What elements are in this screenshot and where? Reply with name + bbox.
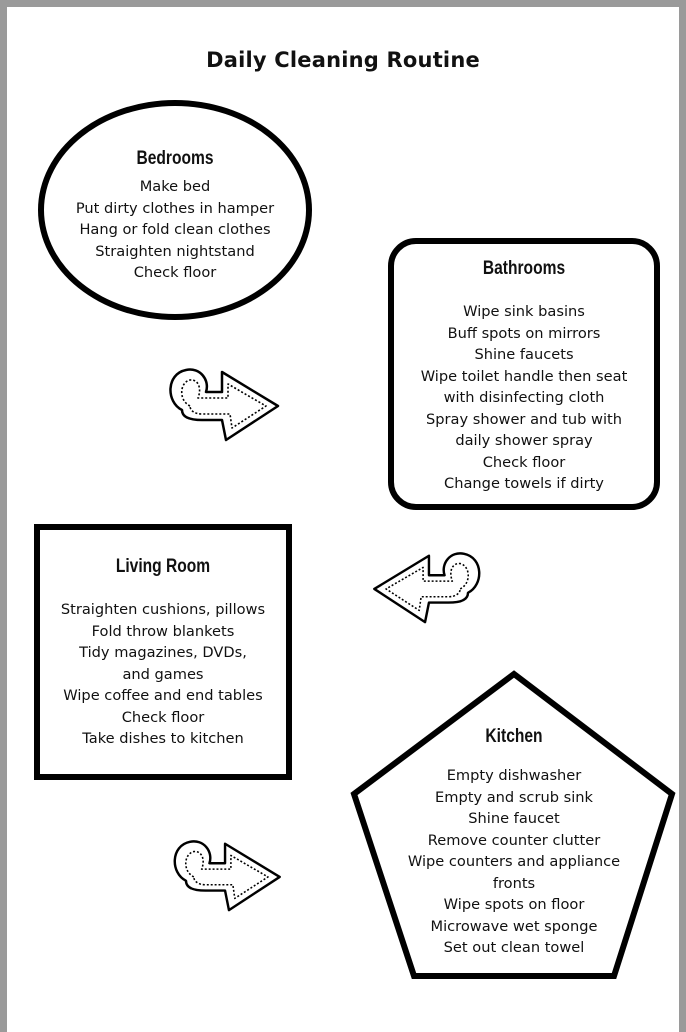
- task-item: Remove counter clutter: [427, 831, 601, 849]
- task-item: Set out clean towel: [443, 939, 585, 956]
- arrow-left-icon: [366, 546, 488, 626]
- task-item: Empty dishwasher: [446, 767, 582, 784]
- task-item: Wipe toilet handle then seat: [420, 367, 628, 385]
- task-item: Microwave wet sponge: [430, 917, 598, 935]
- task-list: [346, 765, 682, 959]
- task-item: Wipe sink basins: [463, 303, 585, 320]
- section-heading: Bathrooms: [482, 258, 566, 279]
- task-item: Make bed: [139, 178, 211, 195]
- task-item: Spray shower and tub with: [425, 410, 622, 428]
- task-item: Take dishes to kitchen: [82, 730, 244, 747]
- task-item: Straighten cushions, pillows: [60, 601, 266, 618]
- task-item: Shine faucet: [468, 810, 560, 827]
- task-item: Empty and scrub sink: [435, 788, 593, 806]
- task-item: Buff spots on mirrors: [447, 324, 601, 342]
- section-heading: Kitchen: [485, 726, 543, 747]
- task-item: and games: [122, 665, 204, 683]
- bedrooms-section: [38, 100, 312, 320]
- task-item: Check floor: [121, 708, 205, 726]
- task-item: daily shower spray: [455, 432, 593, 449]
- task-list: [394, 301, 654, 495]
- arrow-right-icon: [166, 834, 288, 914]
- task-item: Put dirty clothes in hamper: [75, 199, 275, 217]
- task-item: Tidy magazines, DVDs,: [79, 644, 247, 661]
- task-item: Shine faucets: [474, 346, 574, 363]
- task-list: [40, 599, 286, 750]
- task-list: [44, 176, 306, 284]
- task-item: Change towels if dirty: [444, 475, 604, 492]
- arrow-right-icon: [162, 362, 286, 444]
- task-item: Hang or fold clean clothes: [79, 221, 271, 238]
- living-room-section: [34, 524, 292, 780]
- section-heading: Living Room: [115, 556, 211, 577]
- task-item: Straighten nightstand: [95, 242, 255, 260]
- task-item: fronts: [492, 874, 536, 892]
- task-item: with disinfecting cloth: [443, 389, 605, 406]
- page-title: Daily Cleaning Routine: [206, 48, 480, 72]
- task-item: Wipe counters and appliance: [407, 853, 621, 870]
- kitchen-section: [346, 668, 682, 984]
- task-item: Fold throw blankets: [91, 622, 235, 640]
- task-item: Wipe spots on floor: [443, 896, 585, 913]
- bathrooms-section: [388, 238, 660, 510]
- task-item: Check floor: [133, 264, 217, 281]
- section-heading: Bedrooms: [136, 148, 214, 169]
- task-item: Check floor: [482, 453, 566, 471]
- task-item: Wipe coffee and end tables: [63, 687, 263, 704]
